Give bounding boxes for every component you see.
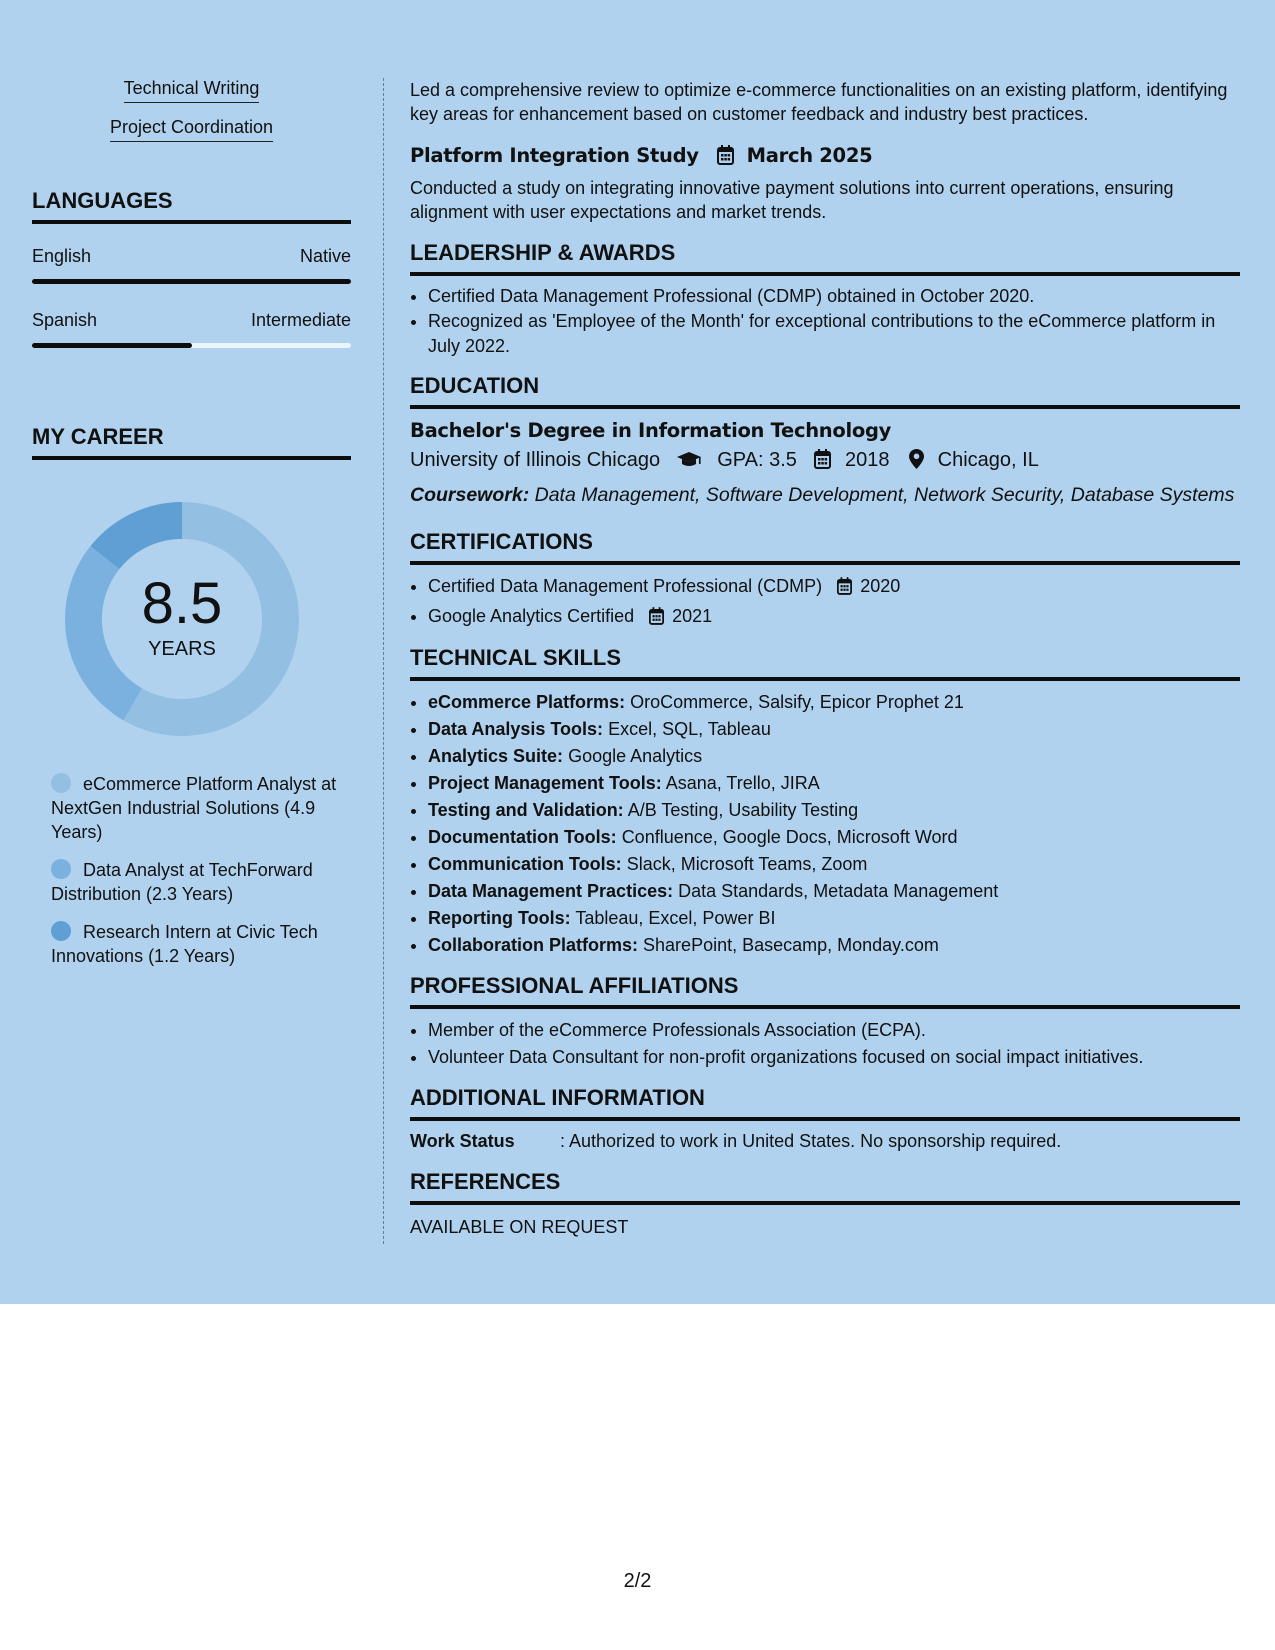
language-level: Native bbox=[299, 246, 351, 266]
skill-values: Excel, SQL, Tableau bbox=[608, 719, 771, 739]
list-item: • Certified Data Management Professional (CDMP) obtained in October 2020. bbox=[428, 284, 1240, 309]
certification-year: 2021 bbox=[672, 606, 713, 626]
gpa: GPA: 3.5 bbox=[717, 449, 797, 471]
graduation-cap-icon bbox=[676, 449, 702, 477]
career-legend-item bbox=[51, 858, 341, 906]
skill-values: Slack, Microsoft Teams, Zoom bbox=[626, 854, 868, 874]
coursework-list: Data Management, Software Development, Network Security, Database Systems bbox=[534, 484, 1235, 506]
skill-values: A/B Testing, Usability Testing bbox=[627, 800, 859, 820]
skill-values: Google Analytics bbox=[568, 746, 703, 766]
skill-category: Reporting Tools: bbox=[428, 908, 571, 928]
column-divider bbox=[383, 78, 384, 1244]
skill-item bbox=[428, 905, 1240, 932]
skill-item bbox=[428, 797, 1240, 824]
skill-tag bbox=[32, 117, 351, 142]
language-item bbox=[32, 246, 351, 284]
career-legend-label: Data Analyst at TechForward Distribution (2.3 Years) bbox=[51, 860, 313, 904]
leadership-list bbox=[410, 284, 1240, 359]
language-proficiency-bar bbox=[32, 279, 351, 284]
legend-dot-icon bbox=[51, 859, 71, 879]
skill-item bbox=[428, 932, 1240, 959]
skill-label: Technical Writing bbox=[124, 78, 260, 103]
skill-values: Asana, Trello, JIRA bbox=[665, 773, 820, 793]
certification-year: 2020 bbox=[860, 576, 901, 596]
legend-dot-icon bbox=[51, 773, 71, 793]
skill-label: Project Coordination bbox=[110, 117, 273, 142]
work-status-row bbox=[410, 1129, 1240, 1153]
coursework bbox=[410, 483, 1240, 507]
left-column bbox=[32, 78, 351, 982]
leadership-heading: LEADERSHIP & AWARDS bbox=[410, 240, 1240, 276]
certification-name: Google Analytics Certified bbox=[428, 606, 635, 626]
skill-item bbox=[428, 689, 1240, 716]
coursework-label: Coursework: bbox=[410, 484, 530, 506]
skill-category: Analytics Suite: bbox=[428, 746, 564, 766]
work-status-label: Work Status bbox=[410, 1131, 515, 1151]
calendar-icon bbox=[649, 606, 664, 633]
skill-item bbox=[428, 770, 1240, 797]
skill-category: Documentation Tools: bbox=[428, 827, 617, 847]
language-proficiency-bar bbox=[32, 343, 351, 348]
skill-item bbox=[428, 743, 1240, 770]
education-location: Chicago, IL bbox=[937, 449, 1039, 471]
language-row bbox=[32, 246, 351, 267]
skill-item bbox=[428, 716, 1240, 743]
career-legend-item bbox=[51, 772, 341, 844]
certifications-heading: CERTIFICATIONS bbox=[410, 529, 1240, 565]
language-level: Intermediate bbox=[250, 310, 351, 330]
skill-item bbox=[428, 878, 1240, 905]
career-legend bbox=[51, 772, 341, 968]
education-meta bbox=[410, 446, 1240, 477]
page-number: 2/2 bbox=[623, 1570, 652, 1592]
technical-skills-heading: TECHNICAL SKILLS bbox=[410, 645, 1240, 681]
skill-category: eCommerce Platforms: bbox=[428, 692, 626, 712]
skill-values: Tableau, Excel, Power BI bbox=[575, 908, 776, 928]
language-name: Spanish bbox=[32, 310, 98, 330]
skill-category: Testing and Validation: bbox=[428, 800, 624, 820]
language-name: English bbox=[32, 246, 92, 266]
skill-values: SharePoint, Basecamp, Monday.com bbox=[643, 935, 939, 955]
languages-heading: LANGUAGES bbox=[32, 188, 351, 224]
school-name: University of Illinois Chicago bbox=[410, 449, 661, 471]
calendar-icon bbox=[814, 449, 831, 477]
language-proficiency-fill bbox=[32, 343, 192, 348]
career-legend-label: eCommerce Platform Analyst at NextGen Industrial Solutions (4.9 Years) bbox=[51, 774, 337, 842]
career-legend-label: Research Intern at Civic Tech Innovations (1.2 Years) bbox=[51, 922, 318, 966]
certification-item bbox=[428, 573, 1240, 603]
certification-item bbox=[428, 603, 1240, 633]
calendar-icon bbox=[717, 145, 734, 170]
language-row bbox=[32, 310, 351, 331]
skill-item bbox=[428, 824, 1240, 851]
right-column bbox=[410, 78, 1240, 1239]
list-item: • Volunteer Data Consultant for non-profit organizations focused on social impact initiatives. bbox=[428, 1044, 1240, 1071]
skill-tag bbox=[32, 78, 351, 103]
career-donut-center bbox=[65, 502, 299, 736]
list-item: • Member of the eCommerce Professionals Association (ECPA). bbox=[428, 1017, 1240, 1044]
education-heading: EDUCATION bbox=[410, 373, 1240, 409]
skill-category: Communication Tools: bbox=[428, 854, 622, 874]
intro-paragraph: Led a comprehensive review to optimize e-commerce functionalities on an existing platform, identifying key areas for enhancement based on customer feedback and industry best practices. bbox=[410, 80, 1228, 124]
career-total-years: 8.5 bbox=[141, 571, 223, 636]
degree-title: Bachelor's Degree in Information Technology bbox=[410, 419, 892, 442]
legend-dot-icon bbox=[51, 921, 71, 941]
skill-item bbox=[428, 851, 1240, 878]
calendar-icon bbox=[837, 576, 852, 603]
skill-category: Collaboration Platforms: bbox=[428, 935, 639, 955]
work-status-value: : Authorized to work in United States. No sponsorship required. bbox=[560, 1131, 1062, 1151]
project-title: Platform Integration Study bbox=[410, 144, 699, 167]
graduation-year: 2018 bbox=[845, 449, 890, 471]
skill-values: OroCommerce, Salsify, Epicor Prophet 21 bbox=[630, 692, 964, 712]
career-heading: MY CAREER bbox=[32, 424, 351, 460]
career-donut-chart bbox=[65, 502, 299, 736]
project-title-row bbox=[410, 144, 1240, 170]
skill-values: Data Standards, Metadata Management bbox=[678, 881, 999, 901]
certifications-list bbox=[410, 573, 1240, 633]
certification-name: Certified Data Management Professional (CDMP) bbox=[428, 576, 823, 596]
technical-skills-list bbox=[410, 689, 1240, 959]
list-item: • Recognized as 'Employee of the Month' for exceptional contributions to the eCommerce platform in July 2022. bbox=[428, 309, 1240, 359]
career-legend-item bbox=[51, 920, 341, 968]
additional-info-heading: ADDITIONAL INFORMATION bbox=[410, 1085, 1240, 1121]
skill-values: Confluence, Google Docs, Microsoft Word bbox=[621, 827, 958, 847]
location-pin-icon bbox=[909, 449, 924, 477]
affiliations-heading: PROFESSIONAL AFFILIATIONS bbox=[410, 973, 1240, 1009]
references-heading: REFERENCES bbox=[410, 1169, 1240, 1205]
skill-category: Data Analysis Tools: bbox=[428, 719, 604, 739]
career-years-unit: YEARS bbox=[148, 638, 216, 660]
language-item bbox=[32, 310, 351, 348]
references-text: AVAILABLE ON REQUEST bbox=[410, 1217, 629, 1237]
skill-category: Project Management Tools: bbox=[428, 773, 662, 793]
project-date: March 2025 bbox=[746, 144, 873, 167]
language-proficiency-fill bbox=[32, 279, 351, 284]
project-description: Conducted a study on integrating innovative payment solutions into current operations, ensuring alignment with user expectations and market trends. bbox=[410, 178, 1174, 222]
affiliations-list bbox=[410, 1017, 1240, 1071]
skill-category: Data Management Practices: bbox=[428, 881, 674, 901]
